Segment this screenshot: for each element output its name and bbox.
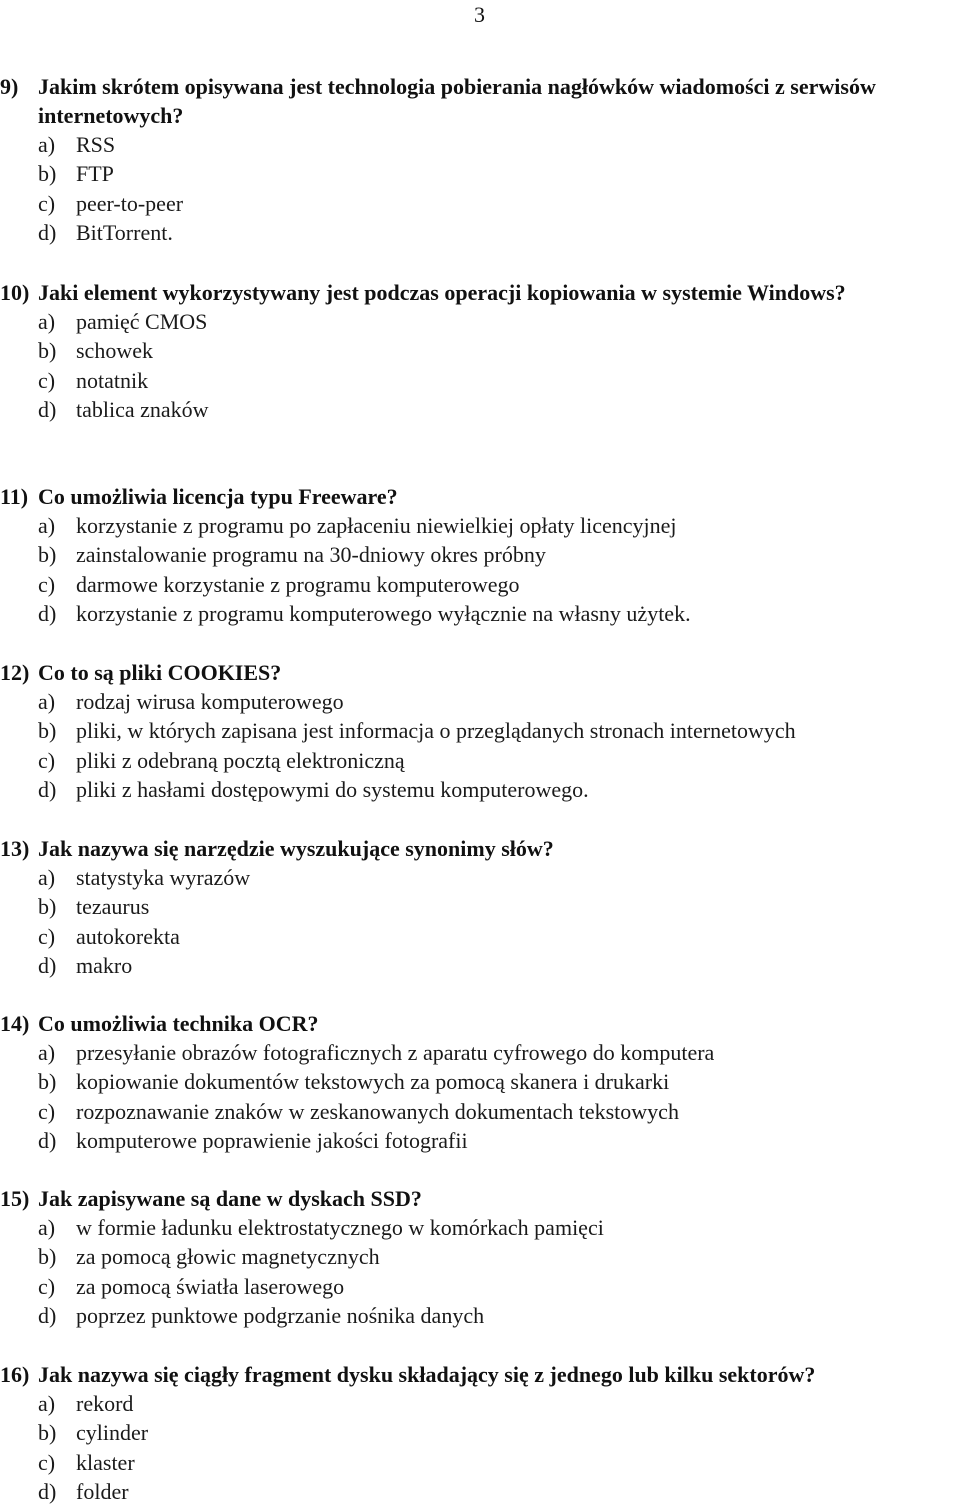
answer-list <box>0 511 960 628</box>
answer-option <box>0 599 960 628</box>
option-text: pliki, w których zapisana jest informacja o przeglądanych stronach internetowych <box>76 718 796 744</box>
answer-option <box>0 775 960 804</box>
option-letter: b) <box>38 718 57 744</box>
option-text: notatnik <box>76 367 149 393</box>
option-text: za pomocą światła laserowego <box>76 1273 345 1299</box>
answer-option <box>0 716 960 745</box>
answer-option <box>0 892 960 921</box>
option-text: autokorekta <box>76 923 180 949</box>
question-12 <box>0 658 960 804</box>
answer-option <box>0 1418 960 1447</box>
option-letter: c) <box>38 190 56 216</box>
option-text: pliki z odebraną pocztą elektroniczną <box>76 747 405 773</box>
option-letter: b) <box>38 1244 57 1270</box>
option-text: pliki z hasłami dostępowymi do systemu komputerowego. <box>76 776 589 802</box>
option-text: klaster <box>76 1449 135 1475</box>
question-13 <box>0 834 960 980</box>
question-heading <box>0 1009 960 1038</box>
answer-option <box>0 951 960 980</box>
question-15 <box>0 1184 960 1330</box>
answer-option <box>0 863 960 892</box>
answer-option <box>0 307 960 336</box>
option-letter: a) <box>38 309 56 334</box>
question-text: Co umożliwia technika OCR? <box>38 1011 319 1036</box>
answer-option <box>0 159 960 188</box>
question-heading <box>0 1360 960 1389</box>
answer-option <box>0 1389 960 1418</box>
option-letter: c) <box>38 747 56 773</box>
answer-list <box>0 1038 960 1155</box>
answer-option <box>0 746 960 775</box>
question-number: 15) <box>0 1186 30 1211</box>
option-text: zainstalowanie programu na 30-dniowy okres próbny <box>76 542 546 568</box>
option-letter: d) <box>38 600 57 626</box>
option-letter: a) <box>38 513 56 538</box>
option-text: korzystanie z programu po zapłaceniu niewielkiej opłaty licencyjnej <box>76 513 677 538</box>
question-number: 11) <box>0 484 29 509</box>
answer-option <box>0 130 960 159</box>
question-14 <box>0 1009 960 1155</box>
option-letter: d) <box>38 219 57 245</box>
option-letter: a) <box>38 689 56 714</box>
answer-list <box>0 863 960 980</box>
answer-list <box>0 307 960 424</box>
option-text: rekord <box>76 1391 134 1416</box>
question-heading <box>0 482 960 511</box>
answer-option <box>0 366 960 395</box>
answer-option <box>0 511 960 540</box>
question-number: 16) <box>0 1362 30 1387</box>
option-text: makro <box>76 952 133 978</box>
option-letter: b) <box>38 894 57 920</box>
option-letter: d) <box>38 1127 57 1153</box>
answer-list <box>0 1389 960 1506</box>
option-letter: c) <box>38 923 56 949</box>
answer-option <box>0 570 960 599</box>
answer-list <box>0 1213 960 1330</box>
question-text: Jak nazywa się ciągły fragment dysku składający się z jednego lub kilku sektorów? <box>38 1362 816 1387</box>
option-text: korzystanie z programu komputerowego wyłącznie na własny użytek. <box>76 600 691 626</box>
option-letter: a) <box>38 132 56 157</box>
question-text: Jak zapisywane są dane w dyskach SSD? <box>38 1186 422 1211</box>
question-heading <box>0 658 960 687</box>
option-letter: b) <box>38 1069 57 1095</box>
answer-option <box>0 1448 960 1477</box>
answer-option <box>0 1477 960 1506</box>
option-letter: b) <box>38 1420 57 1446</box>
question-heading <box>0 1184 960 1213</box>
question-11 <box>0 482 960 628</box>
question-number: 13) <box>0 836 30 861</box>
question-heading <box>0 72 960 130</box>
question-number: 12) <box>0 660 30 685</box>
option-text: za pomocą głowic magnetycznych <box>76 1244 380 1270</box>
answer-option <box>0 1213 960 1242</box>
answer-option <box>0 218 960 247</box>
option-text: rodzaj wirusa komputerowego <box>76 689 344 714</box>
answer-option <box>0 922 960 951</box>
answer-option <box>0 1242 960 1271</box>
option-letter: b) <box>38 161 57 187</box>
option-letter: c) <box>38 367 56 393</box>
question-text: Jaki element wykorzystywany jest podczas operacji kopiowania w systemie Windows? <box>38 280 846 305</box>
answer-option <box>0 687 960 716</box>
question-number: 14) <box>0 1011 30 1036</box>
answer-option <box>0 1067 960 1096</box>
page-number: 3 <box>474 2 485 27</box>
option-text: rozpoznawanie znaków w zeskanowanych dokumentach tekstowych <box>76 1098 679 1124</box>
option-text: darmowe korzystanie z programu komputerowego <box>76 571 520 597</box>
option-text: folder <box>76 1478 129 1504</box>
option-letter: d) <box>38 952 57 978</box>
answer-option <box>0 189 960 218</box>
option-text: w formie ładunku elektrostatycznego w komórkach pamięci <box>76 1215 604 1240</box>
option-letter: c) <box>38 571 56 597</box>
option-letter: c) <box>38 1273 56 1299</box>
option-letter: d) <box>38 1302 57 1328</box>
option-letter: d) <box>38 776 57 802</box>
option-text: tezaurus <box>76 894 150 920</box>
option-letter: c) <box>38 1449 56 1475</box>
question-10 <box>0 278 960 424</box>
answer-list <box>0 687 960 804</box>
answer-option <box>0 1272 960 1301</box>
option-text: kopiowanie dokumentów tekstowych za pomocą skanera i drukarki <box>76 1069 670 1095</box>
option-text: pamięć CMOS <box>76 309 208 334</box>
option-letter: b) <box>38 542 57 568</box>
option-letter: a) <box>38 1215 56 1240</box>
answer-option <box>0 336 960 365</box>
question-text: Co umożliwia licencja typu Freeware? <box>38 484 398 509</box>
option-text: FTP <box>76 161 114 187</box>
option-text: tablica znaków <box>76 396 209 422</box>
question-heading <box>0 834 960 863</box>
answer-option <box>0 1301 960 1330</box>
answer-option <box>0 395 960 424</box>
question-9 <box>0 72 960 247</box>
question-text: Jak nazywa się narzędzie wyszukujące synonimy słów? <box>38 836 554 861</box>
option-letter: b) <box>38 338 57 364</box>
option-text: statystyka wyrazów <box>76 865 251 890</box>
option-text: peer-to-peer <box>76 190 184 216</box>
option-text: schowek <box>76 338 153 364</box>
question-text: Jakim skrótem opisywana jest technologia pobierania nagłówków wiadomości z serwisów internetowych? <box>38 74 876 128</box>
option-letter: c) <box>38 1098 56 1124</box>
answer-option <box>0 1038 960 1067</box>
answer-option <box>0 1126 960 1155</box>
option-text: przesyłanie obrazów fotograficznych z aparatu cyfrowego do komputera <box>76 1040 715 1065</box>
option-letter: d) <box>38 396 57 422</box>
option-text: komputerowe poprawienie jakości fotografii <box>76 1127 468 1153</box>
answer-option <box>0 1097 960 1126</box>
question-number: 9) <box>0 74 19 99</box>
option-text: poprzez punktowe podgrzanie nośnika danych <box>76 1302 485 1328</box>
option-letter: a) <box>38 1040 56 1065</box>
question-heading <box>0 278 960 307</box>
question-16 <box>0 1360 960 1506</box>
option-letter: d) <box>38 1478 57 1504</box>
answer-option <box>0 540 960 569</box>
option-letter: a) <box>38 865 56 890</box>
option-text: cylinder <box>76 1420 149 1446</box>
option-text: RSS <box>76 132 116 157</box>
option-letter: a) <box>38 1391 56 1416</box>
question-text: Co to są pliki COOKIES? <box>38 660 282 685</box>
answer-list <box>0 130 960 247</box>
question-number: 10) <box>0 280 30 305</box>
option-text: BitTorrent. <box>76 219 173 245</box>
